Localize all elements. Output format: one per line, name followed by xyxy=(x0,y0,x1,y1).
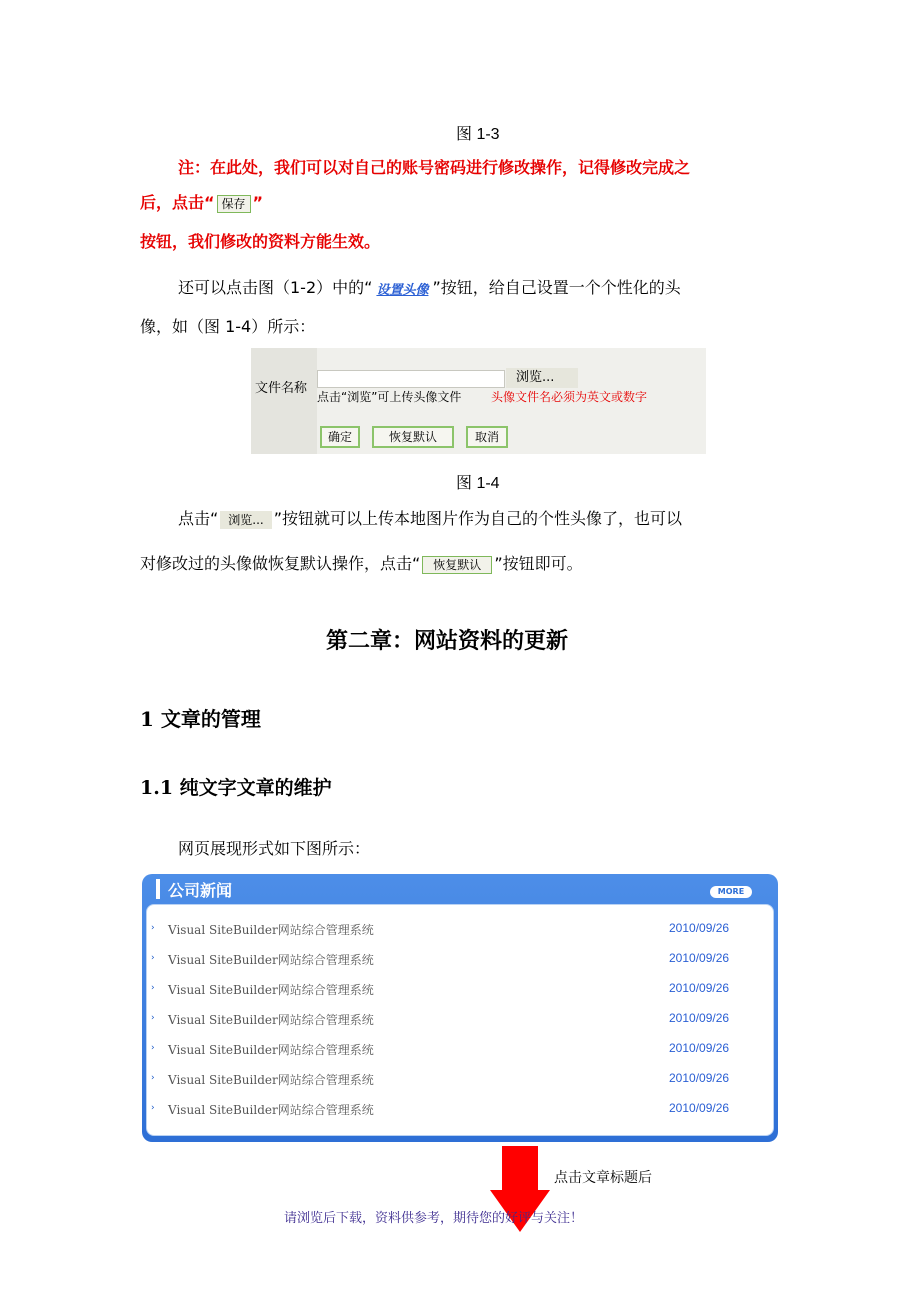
news-item-date: 2010/09/26 xyxy=(669,1071,730,1085)
news-item-date: 2010/09/26 xyxy=(669,921,730,935)
upload-hint: 点击“浏览”可上传头像文件 xyxy=(317,390,462,404)
news-item-date: 2010/09/26 xyxy=(669,951,730,965)
para3-prefix: 对修改过的头像做恢复默认操作，点击“ xyxy=(140,554,421,573)
news-item-title[interactable]: Visual SiteBuilder网站综合管理系统 xyxy=(168,1073,374,1087)
bullet-icon: › xyxy=(151,1103,155,1113)
bullet-icon: › xyxy=(151,953,155,963)
para1-suffix: ”按钮，给自己设置一个个性化的头 xyxy=(432,278,681,297)
para2-prefix: 点击“ xyxy=(178,509,219,528)
bullet-icon: › xyxy=(151,1013,155,1023)
news-item-date: 2010/09/26 xyxy=(669,981,730,995)
upload-form-figure xyxy=(251,348,706,454)
company-news-box xyxy=(142,874,778,1142)
news-list-item[interactable] xyxy=(147,1095,775,1125)
restore-default-inline-button[interactable]: 恢复默认 xyxy=(422,556,492,574)
figure-caption-1-4: 图 1-4 xyxy=(456,475,500,492)
news-title-bar-accent xyxy=(156,879,160,899)
note-line-2 xyxy=(140,190,263,213)
bullet-icon: › xyxy=(151,923,155,933)
bullet-icon: › xyxy=(151,983,155,993)
news-item-title[interactable]: Visual SiteBuilder网站综合管理系统 xyxy=(168,1013,374,1027)
news-list-item[interactable] xyxy=(147,945,775,975)
news-item-title[interactable]: Visual SiteBuilder网站综合管理系统 xyxy=(168,953,374,967)
para3-suffix: ”按钮即可。 xyxy=(494,554,583,573)
news-item-date: 2010/09/26 xyxy=(669,1101,730,1115)
paragraph-restore xyxy=(140,551,583,574)
paragraph-set-avatar-line2: 像，如（图 1-4）所示： xyxy=(140,317,316,336)
bullet-icon: › xyxy=(151,1073,155,1083)
news-list-item[interactable] xyxy=(147,1005,775,1035)
news-list-item[interactable] xyxy=(147,1065,775,1095)
news-item-title[interactable]: Visual SiteBuilder网站综合管理系统 xyxy=(168,1043,374,1057)
paragraph-browse xyxy=(178,506,682,529)
browse-button[interactable]: 浏览... xyxy=(506,368,578,388)
display-intro: 网页展现形式如下图所示： xyxy=(178,839,371,858)
news-item-title[interactable]: Visual SiteBuilder网站综合管理系统 xyxy=(168,983,374,997)
form-label-column xyxy=(251,348,317,454)
bullet-icon: › xyxy=(151,1043,155,1053)
restore-default-button[interactable]: 恢复默认 xyxy=(372,426,454,448)
browse-inline-button[interactable]: 浏览... xyxy=(220,511,271,529)
section-title-1: 1 文章的管理 xyxy=(140,707,261,731)
paragraph-set-avatar xyxy=(178,275,681,298)
set-avatar-link[interactable]: 设置头像 xyxy=(376,283,429,298)
news-item-date: 2010/09/26 xyxy=(669,1041,730,1055)
figure-caption-1-3: 图 1-3 xyxy=(456,126,500,143)
more-label: MORE xyxy=(717,887,745,896)
chapter-title: 第二章：网站资料的更新 xyxy=(326,629,569,654)
save-button[interactable]: 保存 xyxy=(217,195,251,213)
note-line-3: 按钮，我们修改的资料方能生效。 xyxy=(140,232,381,251)
news-list xyxy=(146,904,774,1136)
news-box-title: 公司新闻 xyxy=(168,881,233,900)
para1-prefix: 还可以点击图（1-2）中的“ xyxy=(178,278,373,297)
note-line-2-suffix: ” xyxy=(252,193,264,212)
news-item-title[interactable]: Visual SiteBuilder网站综合管理系统 xyxy=(168,1103,374,1117)
news-item-date: 2010/09/26 xyxy=(669,1011,730,1025)
note-line-2-prefix: 后，点击“ xyxy=(140,193,215,212)
news-list-item[interactable] xyxy=(147,915,775,945)
more-button[interactable] xyxy=(710,886,752,898)
confirm-button[interactable]: 确定 xyxy=(320,426,360,448)
para2-suffix: ”按钮就可以上传本地图片作为自己的个性头像了，也可以 xyxy=(273,509,683,528)
filename-warning: 头像文件名必须为英文或数字 xyxy=(491,390,648,404)
section-title-1-1: 1.1 纯文字文章的维护 xyxy=(140,777,332,799)
footer-note: 请浏览后下载，资料供参考，期待您的好评与关注！ xyxy=(284,1211,584,1226)
arrow-note: 点击文章标题后 xyxy=(554,1170,652,1186)
note-line-1: 注：在此处，我们可以对自己的账号密码进行修改操作，记得修改完成之 xyxy=(178,158,691,177)
news-item-title[interactable]: Visual SiteBuilder网站综合管理系统 xyxy=(168,923,374,937)
news-list-item[interactable] xyxy=(147,1035,775,1065)
file-path-input[interactable] xyxy=(317,370,505,388)
news-list-item[interactable] xyxy=(147,975,775,1005)
cancel-button[interactable]: 取消 xyxy=(466,426,508,448)
file-name-label: 文件名称 xyxy=(255,381,308,396)
